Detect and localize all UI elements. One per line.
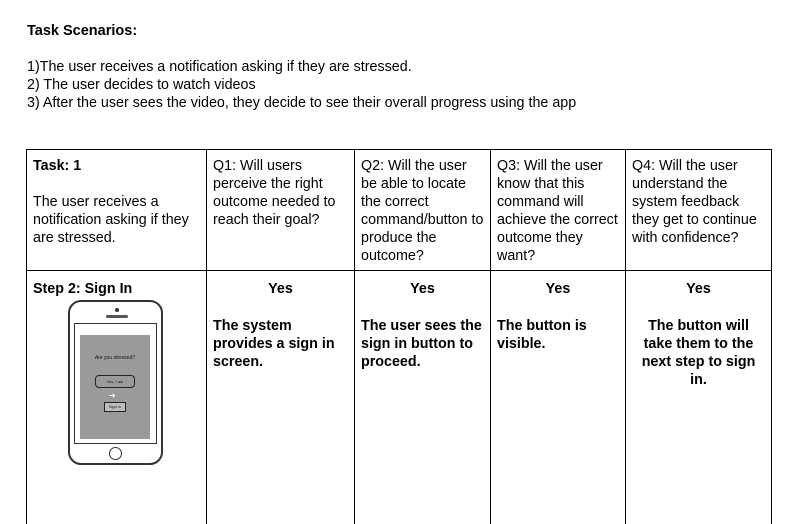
step-title: Step 2: Sign In [33, 280, 200, 298]
scenario-item: 1)The user receives a notification asking if they are stressed. [27, 59, 576, 77]
phone-camera-icon [115, 308, 119, 312]
answer-q3 [491, 271, 626, 524]
explanation-q3: The button is visible. [497, 317, 619, 353]
phone-question-text: Are you stressed? [80, 355, 150, 361]
verdict-q2: Yes [361, 280, 484, 298]
answer-q1 [207, 271, 355, 524]
task-description: The user receives a notification asking if they are stressed. [33, 193, 200, 247]
question-q1: Q1: Will users perceive the right outcome needed to reach their goal? [207, 150, 355, 271]
phone-screen [74, 323, 157, 444]
verdict-q4: Yes [632, 280, 765, 298]
phone-mockup-image [68, 300, 163, 465]
phone-home-button-icon [109, 447, 122, 460]
explanation-q4: The button will take them to the next step to sign in. [632, 317, 765, 389]
phone-screen-content [80, 335, 150, 439]
answer-q2 [355, 271, 491, 524]
answer-q4 [626, 271, 772, 524]
question-q2: Q2: Will the user be able to locate the correct command/button to produce the outcome? [355, 150, 491, 271]
task-title: Task: 1 [33, 157, 200, 175]
explanation-q1: The system provides a sign in screen. [213, 317, 348, 371]
scenario-item: 2) The user decides to watch videos [27, 77, 576, 95]
verdict-q1: Yes [213, 280, 348, 298]
phone-status-bar [77, 325, 154, 330]
phone-speaker-icon [106, 315, 128, 318]
phone-yes-button: Yes, I am [95, 375, 135, 388]
question-q3: Q3: Will the user know that this command will achieve the correct outcome they want? [491, 150, 626, 271]
question-q4: Q4: Will the user understand the system feedback they get to continue with confidence? [626, 150, 772, 271]
verdict-q3: Yes [497, 280, 619, 298]
page-heading: Task Scenarios: [27, 23, 137, 39]
scenario-list [27, 59, 576, 112]
sign-in-arrow-icon: ➜ [109, 391, 116, 400]
explanation-q2: The user sees the sign in button to proceed. [361, 317, 484, 371]
task-cell [27, 150, 207, 271]
table-header-row [27, 150, 772, 271]
phone-sign-in-button: Sign in [104, 402, 126, 412]
scenario-item: 3) After the user sees the video, they decide to see their overall progress using the app [27, 95, 576, 113]
